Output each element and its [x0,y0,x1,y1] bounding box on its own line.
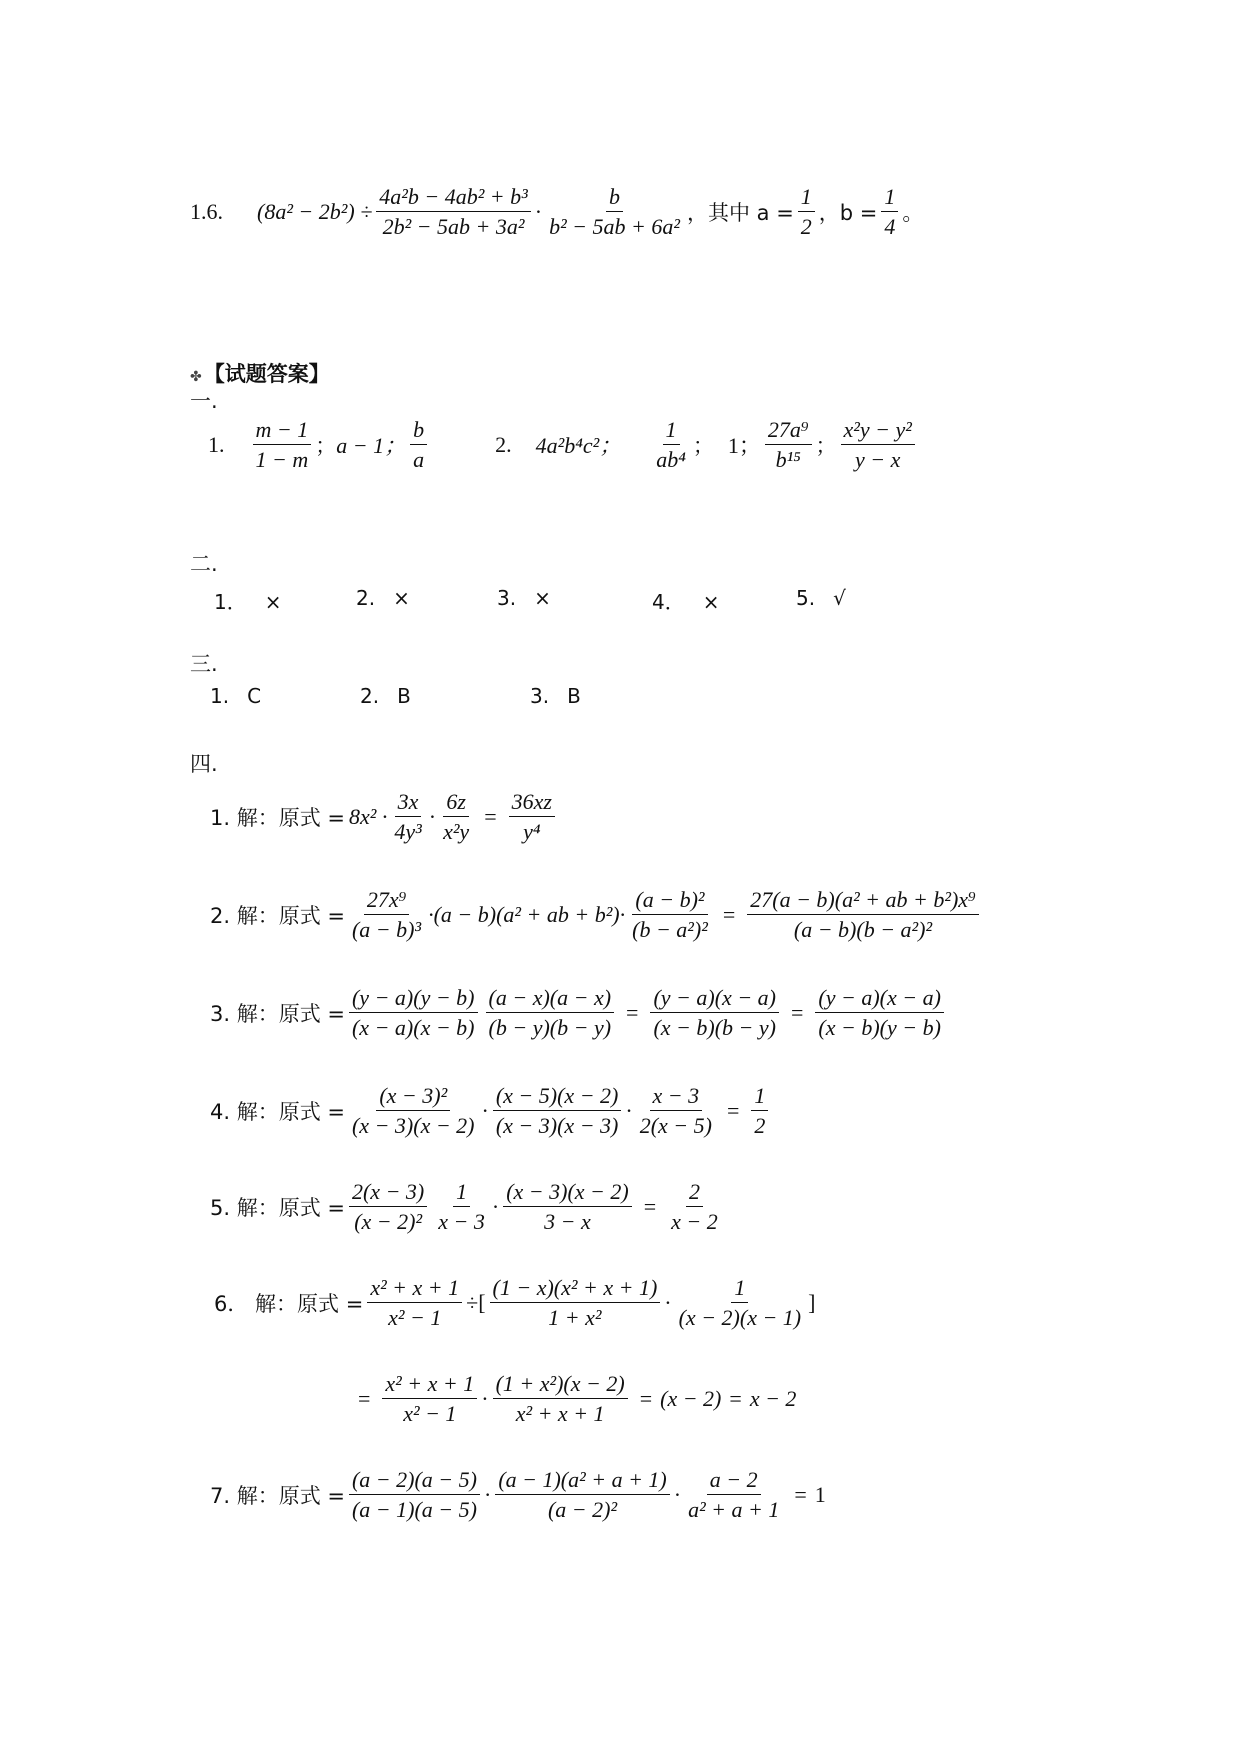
fraction: $\frac{\text{(a − b)²}}{\text{(b − a²)²}}$ [632,887,708,943]
fraction: $\frac{\text{x²y − y²}}{y - x}$ [841,418,915,471]
fraction: $\frac{\text{(a − 1)(a² + a + 1)}}{\text{(a − 2)²}}$ [495,1468,669,1521]
fraction: $\frac{2}{x - 2}$ [671,1179,718,1235]
list-item: 2. B [360,684,411,708]
fraction: $\frac{m - 1}{1 - m}$ [253,418,312,471]
fraction: $\frac{(x - 5)(x - 2)}{(x - 3)(x - 3)}$ [493,1084,622,1137]
fraction: $\frac{\text{(1 + x²)(x − 2)}}{\text{x² + x + 1}}$ [493,1372,628,1425]
fraction: $\frac{1}{2}$ [751,1084,768,1137]
fraction: $\frac{(a - 2)(a - 5)}{(a - 1)(a - 5)}$ [349,1468,480,1521]
problem-16: 1.6. (8a² − 2b²) ÷ $\frac{\text{4a²b − 4ab² + b³}}{\text{2b² − 5ab + 3a²}}$ · $\frac{b}{\text{b² − 5ab + 6a²}}$ ，其中 a = $\frac{1}{2}$ ，b = $\frac{1}{4}$ 。 [190,184,924,240]
fraction: $\frac{b}{a}$ [410,418,427,471]
fraction: $\frac{1}{(x - 2)(x - 1)}$ [678,1275,802,1331]
fraction: $\frac{(y - a)(x - a)}{(x - b)(b - y)}$ [650,986,779,1039]
fraction: $\frac{\text{(1 − x)(x² + x + 1)}}{\text{1 + x²}}$ [490,1276,661,1329]
fraction: $\frac{a - 2}{\text{a² + a + 1}}$ [688,1467,780,1523]
fraction: $\frac{b}{\text{b² − 5ab + 6a²}}$ [549,184,680,240]
list-item: 3. × [497,586,551,610]
fraction: $\frac{1}{2}$ [798,185,815,238]
solution-4: 4. 解：原式 = $\frac{\text{(x − 3)²}}{(x - 3)(x - 2)}$ · $\frac{(x - 5)(x - 2)}{(x - 3)(x - 3)}$ · $\frac{x - 3}{2(x - 5)}$ = $\frac{1}{2}$ [210,1084,772,1137]
part1-answers: 1. $\frac{m - 1}{1 - m}$ ； a − 1； $\frac{b}{a}$ 2. 4a²b⁴c²； $\frac{1}{\text{ab⁴}}$ ； 1； $\frac{\text{27a⁹}}{\text{b¹⁵}}$ ； $\frac{\text{x²y − y²}}{y - x}$ [208,418,919,471]
fraction: $\frac{2(x - 3)}{\text{(x − 2)²}}$ [349,1180,427,1233]
section-four: 四. [190,752,218,776]
fraction: $\frac{3x}{\text{4y³}}$ [394,789,422,845]
fraction: $\frac{(y - a)(y - b)}{(x - a)(x - b)}$ [349,986,478,1039]
condition-text: ，其中 a = [686,200,794,225]
condition-text: ，b = [818,200,878,225]
list-item: 1． × [214,590,282,614]
fraction: $\frac{\text{4a²b − 4ab² + b³}}{\text{2b² − 5ab + 3a²}}$ [376,185,530,238]
fraction: $\frac{6z}{\text{x²y}}$ [443,789,470,845]
bullet-icon: ✤ [190,369,202,385]
fraction: $\frac{(x - 3)(x - 2)}{3 - x}$ [503,1180,632,1233]
answers-heading: ✤【试题答案】 [190,362,330,386]
fraction: $\frac{36xz}{\text{y⁴}}$ [509,790,555,843]
fraction: $\frac{\text{x² + x + 1}}{\text{x² − 1}}$ [367,1276,462,1329]
section-three: 三. [190,652,218,676]
solution-1: 1. 解：原式 = 8x² · $\frac{3x}{\text{4y³}}$ · $\frac{6z}{\text{x²y}}$ = $\frac{36xz}{\text{y⁴}}$ [210,790,559,843]
problem-number: 1.6. [190,198,223,224]
expr-lhs: (8a² − 2b²) ÷ [257,198,373,224]
solution-2: 2. 解：原式 = $\frac{\text{27x⁹}}{\text{(a − b)³}}$ ·(a − b)(a² + ab + b²)· $\frac{\text{(a − b)²}}{\text{(b − a²)²}}$ = $\frac{\text{27(a − b)(a² + ab + b²)x⁹}}{\text{(a − b)(b − a²)²}}$ [210,888,983,941]
section-one: 一. [190,389,218,413]
fraction: $\frac{\text{(x − 3)²}}{(x - 3)(x - 2)}$ [351,1083,475,1139]
fraction: $\frac{\text{x² + x + 1}}{\text{x² − 1}}$ [382,1372,477,1425]
list-item: 5. √ [796,586,846,610]
solution-6-cont: = $\frac{\text{x² + x + 1}}{\text{x² − 1}}$ · $\frac{\text{(1 + x²)(x − 2)}}{\text{x² + x + 1}}$ = (x − 2) = x − 2 [358,1371,797,1427]
fraction: $\frac{\text{27x⁹}}{\text{(a − b)³}}$ [351,887,422,943]
list-item: 2. × [356,586,410,610]
fraction: $\frac{1}{x - 3}$ [438,1179,485,1235]
solution-7: 7. 解：原式 = $\frac{(a - 2)(a - 5)}{(a - 1)(a - 5)}$ · $\frac{\text{(a − 1)(a² + a + 1)}}{\text{(a − 2)²}}$ · $\frac{a - 2}{\text{a² + a + 1}}$ = 1 [210,1467,826,1523]
fraction: $\frac{(a - x)(a - x)}{(b - y)(b - y)}$ [486,986,615,1039]
fraction: $\frac{(y - a)(x - a)}{(x - b)(y - b)}$ [815,986,944,1039]
section-two: 二. [190,552,218,576]
list-item: 1. C [210,684,262,708]
solution-6: 6． 解：原式 = $\frac{\text{x² + x + 1}}{\text{x² − 1}}$ ÷[ $\frac{\text{(1 − x)(x² + x + 1)}}{\text{1 + x²}}$ · $\frac{1}{(x - 2)(x - 1)}$ ] [214,1275,816,1331]
fraction: $\frac{1}{\text{ab⁴}}$ [656,417,686,473]
fraction: $\frac{1}{4}$ [881,185,898,238]
fraction: $\frac{\text{27(a − b)(a² + ab + b²)x⁹}}{\text{(a − b)(b − a²)²}}$ [747,888,978,941]
list-item: 4． × [652,590,720,614]
solution-5: 5. 解：原式 = $\frac{2(x - 3)}{\text{(x − 2)²}}$ $\frac{1}{x - 3}$ · $\frac{(x - 3)(x - 2)}{3 - x}$ = $\frac{2}{x - 2}$ [210,1180,725,1233]
fraction: $\frac{x - 3}{2(x - 5)}$ [639,1083,712,1139]
fraction: $\frac{\text{27a⁹}}{\text{b¹⁵}}$ [765,418,812,471]
solution-3: 3. 解：原式 = $\frac{(y - a)(y - b)}{(x - a)(x - b)}$ $\frac{(a - x)(a - x)}{(b - y)(b - y)}$ = $\frac{(y - a)(x - a)}{(x - b)(b - y)}$ = $\frac{(y - a)(x - a)}{(x - b)(y - b)}$ [210,986,948,1039]
list-item: 3. B [530,684,581,708]
